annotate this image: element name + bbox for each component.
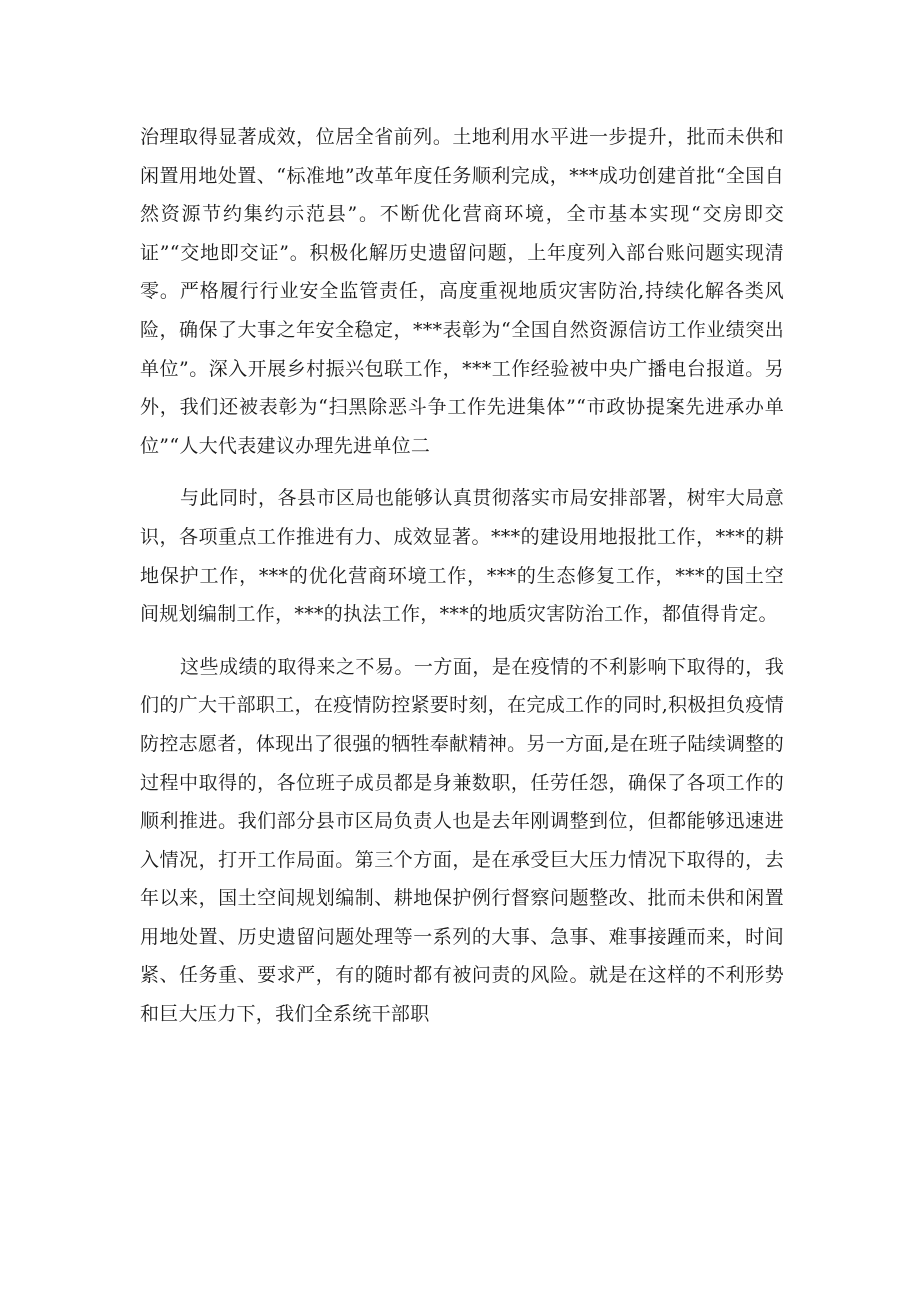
paragraph-achievements: 治理取得显著成效，位居全省前列。土地利用水平进一步提升，批而未供和闲置用地处置、“标准地”改革年度任务顺利完成，***成功创建首批“全国自然资源节约集约示范县”。不断优化营商环境，全市基本实现“交房即交证”“交地即交证”。积极化解历史遗留问题，上年度列入部台账问题实现清零。严格履行行业安全监管责任，高度重视地质灾害防治,持续化解各类风险，确保了大事之年安全稳定，***表彰为“全国自然资源信访工作业绩突出单位”。深入开展乡村振兴包联工作，***工作经验被中央广播电台报道。另外，我们还被表彰为“扫黑除恶斗争工作先进集体”“市政协提案先进承办单位”“人大代表建议办理先进单位二: [140, 126, 784, 457]
paragraph-county-work: 与此同时，各县市区局也能够认真贯彻落实市局安排部署，树牢大局意识，各项重点工作推进有力、成效显著。***的建设用地报批工作，***的耕地保护工作，***的优化营商环境工作，***的生态修复工作，***的国土空间规划编制工作，***的执法工作，***的地质灾害防治工作，都值得肯定。: [140, 487, 784, 626]
paragraph-gap: [140, 465, 784, 479]
paragraph-hard-won-results: 这些成绩的取得来之不易。一方面，是在疫情的不利影响下取得的，我们的广大干部职工，在疫情防控紧要时刻，在完成工作的同时,积极担负疫情防控志愿者，体现出了很强的牺牲奉献精神。另一方面,是在班子陆续调整的过程中取得的，各位班子成员都是身兼数职，任劳任怨，确保了各项工作的顺利推进。我们部分县市区局负责人也是去年刚调整到位，但都能够迅速进入情况，打开工作局面。第三个方面，是在承受巨大压力情况下取得的，去年以来，国土空间规划编制、耕地保护例行督察问题整改、批而未供和闲置用地处置、历史遗留问题处理等一系列的大事、急事、难事接踵而来，时间紧、任务重、要求严，有的随时都有被问责的风险。就是在这样的不利形势和巨大压力下，我们全系统干部职: [140, 655, 784, 1026]
paragraph-gap: [140, 634, 784, 648]
document-body: [140, 118, 784, 1034]
